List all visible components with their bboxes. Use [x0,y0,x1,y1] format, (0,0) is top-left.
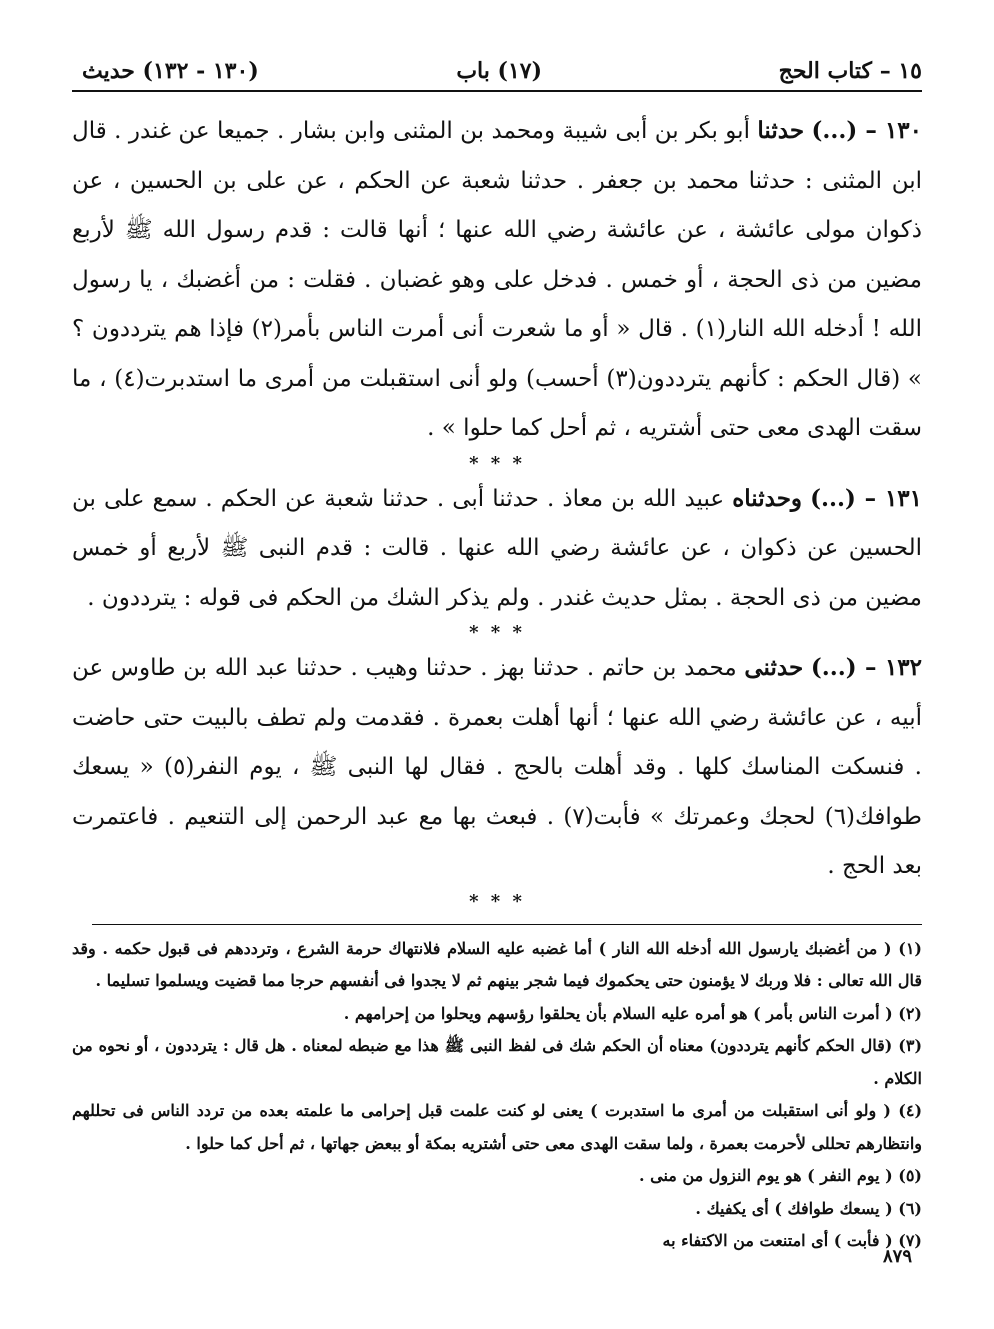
transmission-keyword: حدثنى [744,654,804,681]
chapter-label: (١٧) باب [456,58,542,84]
transmission-keyword: وحدثناه [732,484,803,512]
hadith-131 [72,474,922,624]
footnotes [72,933,922,1258]
hadith-number: ١٣٢ – (...) [810,654,922,681]
hadith-range-label: (١٣٠ - ١٣٢) حديث [82,58,259,84]
book-section-title: ١٥ – كتاب الحج [778,58,922,84]
page [72,50,922,1280]
hadith-number: ١٣٠ – (...) [811,117,923,144]
footnote-2: (٢) ( أمرت الناس بأمر ) هو أمره عليه السلام بأن يحلقوا رؤسهم ويحلوا من إحرامهم . [343,1003,922,1023]
footnote-7: (٧) ( فأبت ) أى امتنعت من الاكتفاء به [662,1231,922,1250]
section-separator: * * * [469,452,525,474]
section-separator: * * * [469,622,525,643]
footnote-1: (١) ( من أغضبك يارسول الله أدخله الله النار ) أما غضبه عليه السلام فلانتهاك حرمة الشرع ، وترددهم فى قبول حكمه . وقد قال الله تعالى : فلا وربك لا يؤمنون حتى يحكموك فيما شجر بينهم ثم لا يجدوا فى أنفسهم حرجا مما قضيت ويسلموا تسليما . [72,938,922,990]
hadith-text: محمد بن حاتم . حدثنا بهز . حدثنا وهيب . حدثنا عبد الله بن طاوس عن أبيه ، عن عائشة رضي الله عنها ؛ أنها أهلت بعمرة . فقدمت ولم تطف بالبيت حتى حاضت . فنسكت المناسك كلها . وقد أهلت بالحج . فقال لها النبى ﷺ ، يوم النفر(٥) « يسعك طوافك(٦) لحجك وعمرتك » فأبت(٧) . فبعث بها مع عبد الرحمن إلى التنعيم . فاعتمرت بعد الحج . [72,655,922,879]
hadith-text: عبيد الله بن معاذ . حدثنا أبى . حدثنا شعبة عن الحكم . سمع على بن الحسين عن ذكوان ، عن عائشة رضي الله عنها . قالت : قدم النبى ﷺ لأربع أو خمس مضين من ذى الحجة . بمثل حديث غندر . ولم يذكر الشك من الحكم فى قوله : يترددون . [72,485,922,611]
footnote-3: (٣) (قال الحكم كأنهم يترددون) معناه أن الحكم شك فى لفظ النبى ﷺ هذا مع ضبطه لمعناه . هل قال : يترددون ، أو نحوه من الكلام . [72,1036,923,1088]
hadith-132 [72,643,922,892]
running-head [72,50,922,92]
footnote-5: (٥) ( يوم النفر ) هو يوم النزول من منى . [639,1166,922,1185]
hadith-text: أبو بكر بن أبى شيبة ومحمد بن المثنى وابن بشار . جميعا عن غندر . قال ابن المثنى : حدثنا محمد بن جعفر . حدثنا شعبة عن الحكم ، عن على بن الحسين ، عن ذكوان مولى عائشة ، عن عائشة رضي الله عنها ؛ أنها قالت : قدم رسول الله ﷺ لأربع مضين من ذى الحجة ، أو خمس . فدخل على وهو غضبان . فقلت : من أغضبك ، يا رسول الله ! أدخله الله النار(١) . قال « أو ما شعرت أنى أمرت الناس بأمر(٢) فإذا هم يترددون ؟ » (قال الحكم : كأنهم يترددون(٣) أحسب) ولو أنى استقبلت من أمرى ما استدبرت(٤) ، ما سقت الهدى معى حتى أشتريه ، ثم أحل كما حلوا » . [72,118,922,441]
hadith-130 [72,106,922,454]
transmission-keyword: حدثنا [757,117,805,144]
page-number: ٨٧٩ [882,1246,912,1267]
main-text [72,106,922,912]
hadith-number: ١٣١ – (...) [810,484,923,512]
section-separator: * * * [469,890,525,912]
footnote-divider [92,924,922,925]
footnote-6: (٦) ( يسعك طوافك ) أى يكفيك . [695,1198,922,1218]
footnote-4: (٤) ( ولو أنى استقبلت من أمرى ما استدبرت ) يعنى لو كنت علمت قبل إحرامى ما علمته بعده من تردد الناس فى تحللهم وانتظارهم تحللى لأحرمت بعمرة ، ولما سقت الهدى معى حتى أشتريه بمكة أو ببعض جهاتها ، ثم أحل كما حلوا . [72,1101,923,1153]
